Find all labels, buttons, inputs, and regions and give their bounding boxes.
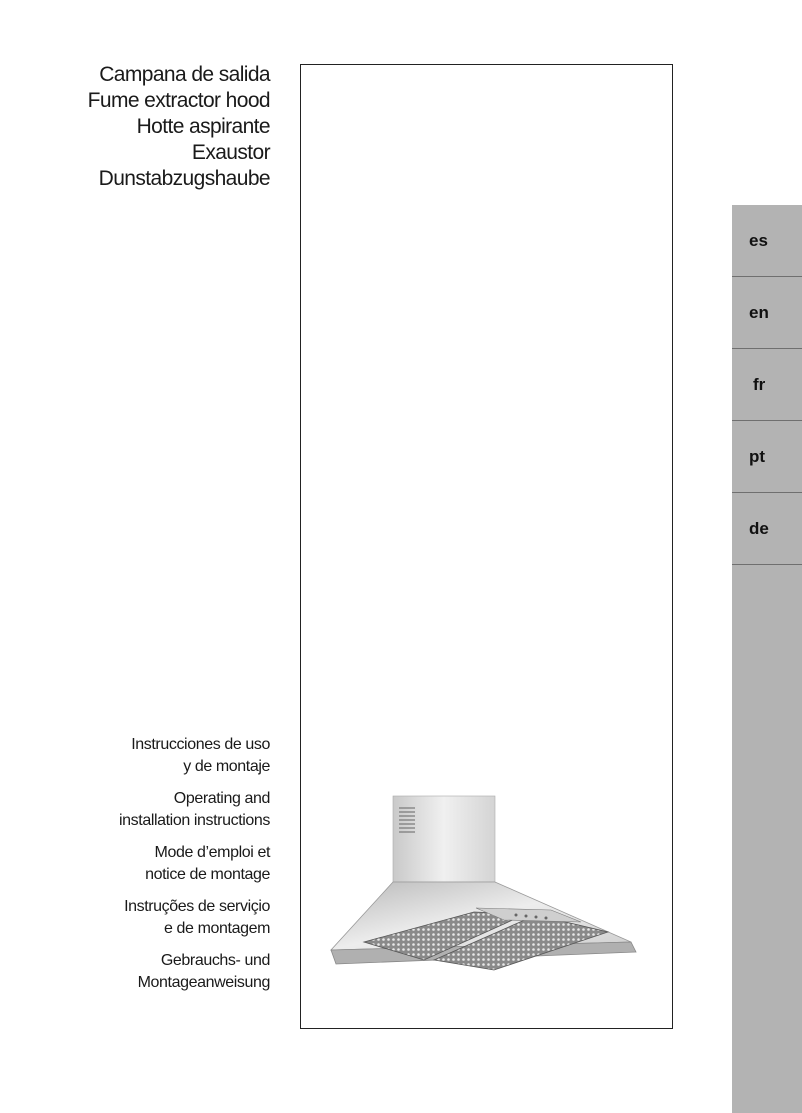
instructions-fr: Mode d’emploi et notice de montage [145, 844, 270, 883]
language-tab-fr[interactable]: fr [732, 349, 802, 421]
instructions-list [119, 734, 270, 1004]
instructions-de: Gebrauchs- und Montageanweisung [137, 952, 270, 991]
language-tab-en[interactable]: en [732, 277, 802, 349]
title-en: Fume extractor hood [87, 89, 270, 112]
language-tab-es[interactable]: es [732, 205, 802, 277]
title-fr: Hotte aspirante [136, 115, 270, 138]
title-es: Campana de salida [99, 63, 270, 86]
language-tab-strip [732, 205, 802, 1113]
title-de: Dunstabzugshaube [98, 167, 270, 190]
product-titles [88, 62, 270, 192]
instructions-en: Operating and installation instructions [119, 790, 270, 829]
title-pt: Exaustor [191, 141, 270, 164]
language-tab-de[interactable]: de [732, 493, 802, 565]
language-tab-pt[interactable]: pt [732, 421, 802, 493]
range-hood-image [326, 792, 646, 992]
instructions-pt: Instruções de serviçio e de montagem [124, 898, 270, 937]
instructions-es: Instrucciones de uso y de montaje [131, 736, 270, 775]
